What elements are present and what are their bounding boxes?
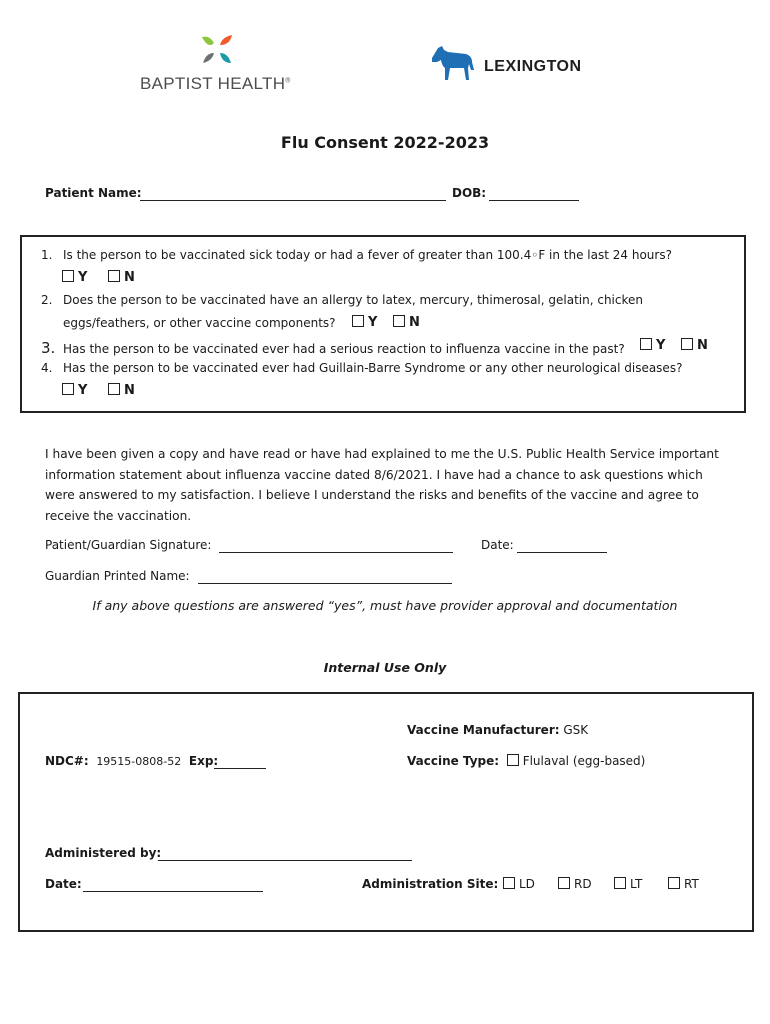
yes-label: Y	[78, 383, 88, 398]
exp-label: Exp:	[188, 754, 219, 768]
checkbox[interactable]	[503, 877, 515, 889]
site-option-rd[interactable]	[558, 877, 592, 891]
yes-label: Y	[656, 338, 666, 353]
question-number: 1.	[41, 248, 53, 262]
site-label: LD	[519, 877, 535, 891]
checkbox[interactable]	[668, 877, 680, 889]
site-label: RD	[574, 877, 592, 891]
checkbox[interactable]	[393, 315, 405, 327]
question-4-yes[interactable]	[62, 383, 87, 398]
checkbox[interactable]	[108, 270, 120, 282]
administered-by-field[interactable]	[158, 848, 412, 861]
manufacturer-value: GSK	[563, 723, 589, 737]
question-2	[41, 293, 643, 307]
checkbox[interactable]	[62, 270, 74, 282]
question-1-no[interactable]	[108, 270, 135, 285]
checkbox[interactable]	[108, 383, 120, 395]
baptist-health-logo-text: BAPTIST HEALTH	[140, 74, 286, 93]
question-2-no[interactable]	[393, 315, 420, 330]
site-option-rt[interactable]	[668, 877, 699, 891]
checkbox[interactable]	[507, 754, 519, 766]
question-3-yes[interactable]	[640, 338, 665, 353]
no-label: N	[124, 383, 135, 398]
statement-line: were answered to my satisfaction. I believe I understand the risks and benefits of the vaccine and agree to	[45, 488, 699, 502]
admin-site-label: Administration Site:	[362, 877, 499, 891]
ndc	[45, 754, 218, 768]
yes-label: Y	[78, 270, 88, 285]
question-4-no[interactable]	[108, 383, 135, 398]
signature-field[interactable]	[219, 540, 453, 553]
baptist-health-logo	[140, 74, 291, 94]
patient-name-label: Patient Name:	[45, 186, 142, 200]
checkbox[interactable]	[558, 877, 570, 889]
checkbox[interactable]	[681, 338, 693, 350]
consent-statement	[45, 444, 735, 526]
question-number: 4.	[41, 361, 53, 375]
checkbox[interactable]	[352, 315, 364, 327]
admin-date-label: Date:	[45, 877, 82, 891]
question-3	[41, 339, 625, 357]
statement-line: information statement about influenza vaccine dated 8/6/2021. I have had a chance to ask questions which	[45, 467, 703, 482]
internal-use-heading: Internal Use Only	[323, 660, 447, 675]
dob-field[interactable]	[489, 188, 579, 201]
statement-line: I have been given a copy and have read or have had explained to me the U.S. Public Health Service important	[45, 447, 719, 461]
manufacturer	[407, 723, 588, 737]
no-label: N	[409, 315, 420, 330]
horse-icon	[428, 44, 476, 84]
question-1	[41, 248, 672, 262]
vaccine-type	[407, 754, 645, 768]
administered-by-label: Administered by:	[45, 846, 162, 860]
question-2-continued: eggs/feathers, or other vaccine components?	[63, 316, 336, 330]
lexington-logo-text: LEXINGTON	[484, 58, 582, 75]
no-label: N	[124, 270, 135, 285]
question-text: Has the person to be vaccinated ever had a serious reaction to influenza vaccine in the past?	[63, 342, 625, 356]
checkbox[interactable]	[614, 877, 626, 889]
question-text: Has the person to be vaccinated ever had Guillain-Barre Syndrome or any other neurological diseases?	[63, 361, 683, 375]
question-text: Does the person to be vaccinated have an allergy to latex, mercury, thimerosal, gelatin, chicken	[63, 293, 643, 307]
signature-date-field[interactable]	[517, 540, 607, 553]
exp-field[interactable]	[214, 756, 266, 769]
site-label: LT	[630, 877, 643, 891]
question-number: 2.	[41, 293, 53, 307]
site-option-ld[interactable]	[503, 877, 535, 891]
site-option-lt[interactable]	[614, 877, 642, 891]
ndc-value: 19515-0808-52	[96, 755, 182, 768]
no-label: N	[697, 338, 708, 353]
question-number: 3.	[41, 339, 56, 357]
checkbox[interactable]	[640, 338, 652, 350]
signature-date-label: Date:	[481, 538, 514, 552]
vaccine-type-label: Vaccine Type:	[407, 754, 500, 768]
ndc-label: NDC#:	[45, 754, 89, 768]
admin-date-field[interactable]	[83, 879, 263, 892]
question-2-yes[interactable]	[352, 315, 377, 330]
baptist-health-leaf-icon	[200, 33, 234, 67]
patient-name-field[interactable]	[140, 188, 446, 201]
question-text: Is the person to be vaccinated sick today or had a fever of greater than 100.4◦F in the last 24 hours?	[63, 248, 672, 262]
vaccine-type-option: Flulaval (egg-based)	[522, 754, 646, 768]
question-1-yes[interactable]	[62, 270, 87, 285]
internal-use-box	[18, 692, 754, 932]
approval-note: If any above questions are answered “yes”, must have provider approval and documentation	[92, 598, 678, 613]
dob-label: DOB:	[452, 186, 487, 200]
yes-label: Y	[368, 315, 378, 330]
question-3-no[interactable]	[681, 338, 708, 353]
guardian-name-label: Guardian Printed Name:	[45, 569, 190, 583]
question-4	[41, 361, 682, 375]
checkbox[interactable]	[62, 383, 74, 395]
guardian-name-field[interactable]	[198, 571, 452, 584]
registered-mark: ®	[285, 77, 291, 85]
statement-line: receive the vaccination.	[45, 508, 192, 523]
manufacturer-label: Vaccine Manufacturer:	[407, 723, 560, 737]
site-label: RT	[684, 877, 699, 891]
page-title: Flu Consent 2022-2023	[280, 133, 490, 152]
signature-label: Patient/Guardian Signature:	[45, 538, 212, 552]
